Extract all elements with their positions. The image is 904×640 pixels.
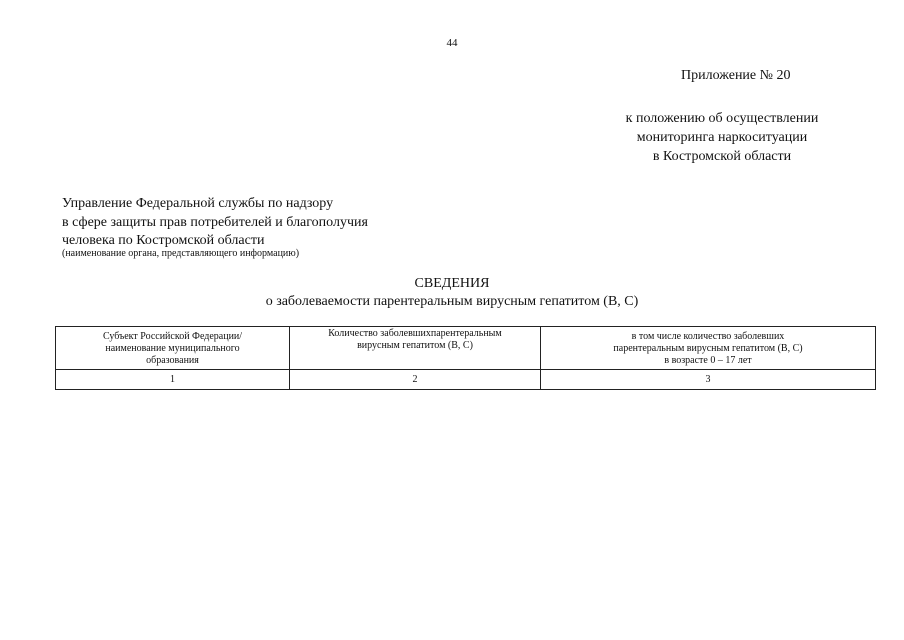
appendix-title: Приложение № 20 (681, 68, 791, 83)
column-header-cases-minors (541, 327, 876, 370)
page-number: 44 (446, 37, 458, 49)
column-header-cases (290, 327, 541, 370)
header-line: образования (146, 354, 199, 366)
column-header-region (56, 327, 290, 370)
table-row (56, 370, 876, 390)
header-line: вирусным гепатитом (В, С) (357, 340, 473, 351)
document-title: СВЕДЕНИЯ (414, 276, 490, 291)
column-number-cell: 2 (290, 370, 541, 390)
document-subtitle: о заболеваемости парентеральным вирусным гепатитом (В, С) (265, 294, 639, 309)
appendix-reference-line: к положению об осуществлении (625, 111, 819, 126)
appendix-reference-line: в Костромской области (652, 149, 792, 164)
column-number-cell: 3 (541, 370, 876, 390)
appendix-reference (600, 109, 844, 166)
report-table (55, 326, 876, 390)
authority-line: Управление Федеральной службы по надзору (62, 196, 334, 211)
table-header-row (56, 327, 876, 370)
header-line: в том числе количество заболевших (631, 330, 785, 342)
header-line: в возрасте 0 – 17 лет (664, 354, 752, 366)
appendix-reference-line: мониторинга наркоситуации (636, 130, 808, 145)
header-line: парентеральным вирусным гепатитом (В, С) (613, 342, 803, 354)
authority-caption: (наименование органа, представляющего информацию) (62, 248, 300, 259)
header-line: Количество заболевшихпарентеральным (328, 328, 502, 339)
column-number-cell: 1 (56, 370, 290, 390)
authority-line: в сфере защиты прав потребителей и благополучия (62, 214, 368, 230)
header-line: Субъект Российской Федерации/ (102, 330, 243, 342)
reporting-authority (62, 195, 368, 251)
header-line: наименование муниципального (105, 342, 240, 354)
authority-line: человека по Костромской области (62, 233, 265, 248)
